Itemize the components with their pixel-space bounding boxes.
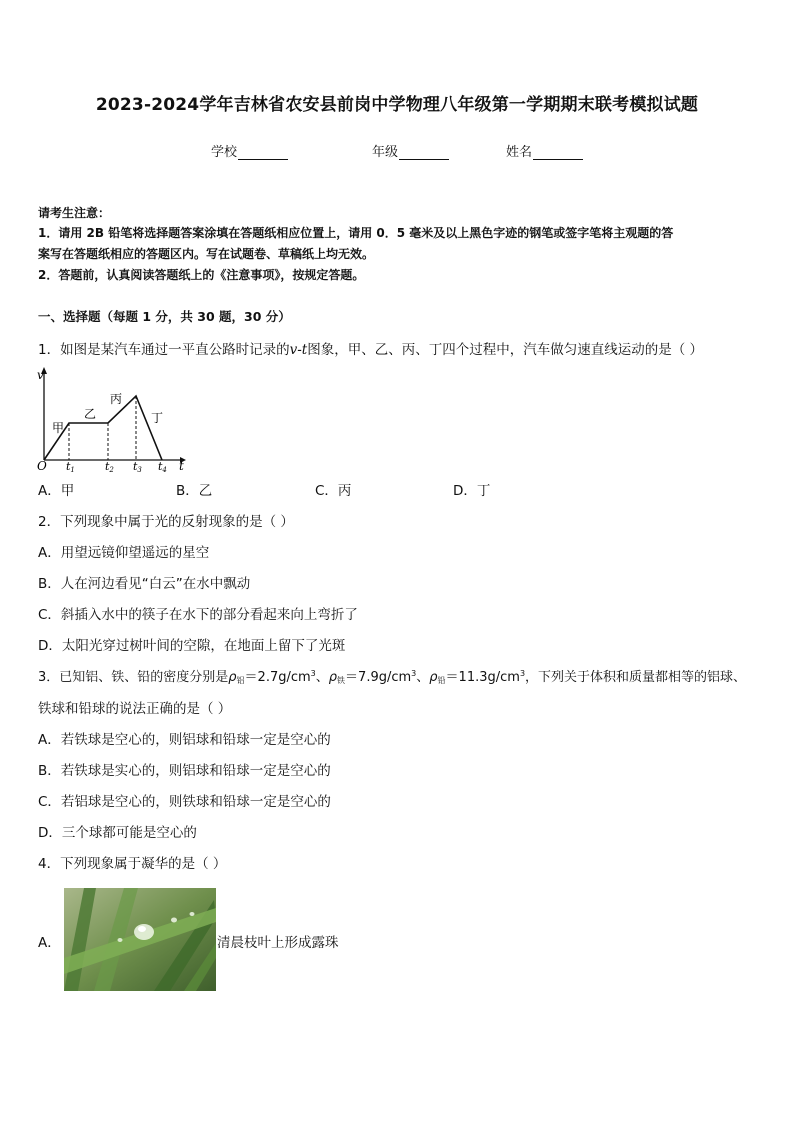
q3-stem-line1 [38,666,746,686]
rho-fe-value: ＝7.9g/cm [345,670,412,685]
q3-stem-line2: 铁球和铅球的说法正确的是（ ） [38,701,232,717]
section-heading: 一、选择题（每题 1 分，共 30 题，30 分） [38,309,291,324]
q3-option-c[interactable]: C．若铝球是空心的，则铁球和铅球一定是空心的 [38,794,331,810]
rho-pb-sub: 铅 [437,676,446,685]
sep-2: 、 [416,670,430,685]
q1-stem-part1: 1．如图是某汽车通过一平直公路时记录的 [38,342,290,358]
name-field [506,141,583,160]
q3-intro: 3．已知铝、铁、铅的密度分别是 [38,670,229,685]
notice-item1-line2: 案写在答题纸相应的答题区内。写在试题卷、草稿纸上均无效。 [38,247,375,261]
q4-stem: 4．下列现象属于凝华的是（ ） [38,856,227,872]
t4-label: t4 [158,460,167,474]
rho-al-sub: 铝 [236,676,245,685]
rho-al: ρ [228,670,237,685]
q1-vt: v-t [289,342,308,358]
seg-yi-label: 乙 [84,407,97,421]
q4-option-a-text[interactable]: 清晨枝叶上形成露珠 [217,935,339,951]
seg-ding-label: 丁 [151,411,164,425]
q3-stem-tail: ，下列关于体积和质量都相等的铝球、 [525,670,747,685]
q2-option-b[interactable]: B．人在河边看见“白云”在水中飘动 [38,576,251,592]
q1-stem-part2: 图象，甲、乙、丙、丁四个过程中，汽车做匀速直线运动的是（ ） [307,342,704,358]
q3-option-d[interactable]: D．三个球都可能是空心的 [38,825,197,841]
school-label: 学校 [211,145,238,160]
t1-label: t1 [66,460,75,474]
seg-bing-label: 丙 [110,392,123,406]
q2-option-a[interactable]: A．用望远镜仰望遥远的星空 [38,545,210,561]
vt-graph [34,362,190,474]
rho-fe-unit-exp: 3 [411,669,417,678]
q3-option-b[interactable]: B．若铁球是实心的，则铝球和铅球一定是空心的 [38,763,331,779]
school-field [211,141,288,160]
q1-option-b[interactable]: B．乙 [176,483,213,499]
seg-jia-label: 甲 [52,421,65,435]
q2-option-d[interactable]: D．太阳光穿过树叶间的空隙，在地面上留下了光斑 [38,638,346,654]
q2-stem: 2．下列现象中属于光的反射现象的是（ ） [38,514,294,530]
q1-stem [38,338,703,358]
notice-heading: 请考生注意： [38,206,111,220]
rho-al-unit-exp: 3 [310,669,316,678]
t2-label: t2 [105,460,114,474]
origin-label: O [37,459,47,473]
rho-pb: ρ [429,670,438,685]
q1-option-c[interactable]: C．丙 [315,483,352,499]
name-blank [533,145,583,160]
notice-item1-line1: 1．请用 2B 铅笔将选择题答案涂填在答题纸相应位置上，请用 0．5 毫米及以上黑色字迹的钢笔或签字笔将主观题的答 [38,226,674,240]
t3-label: t3 [133,460,142,474]
name-label: 姓名 [506,145,533,160]
q1-option-a[interactable]: A．甲 [38,483,75,499]
q2-option-c[interactable]: C．斜插入水中的筷子在水下的部分看起来向上弯折了 [38,607,358,623]
rho-pb-unit-exp: 3 [519,669,526,678]
exam-title: 2023-2024学年吉林省农安县前岗中学物理八年级第一学期期末联考模拟试题 [95,95,699,115]
dew-photo [64,888,216,991]
q3-option-a[interactable]: A．若铁球是空心的，则铝球和铅球一定是空心的 [38,732,331,748]
rho-al-value: ＝2.7g/cm [244,670,311,685]
school-blank [238,145,288,160]
rho-fe: ρ [328,670,338,685]
v-label: v [37,368,44,382]
q4-option-a-letter[interactable]: A． [38,935,61,951]
sep-1: 、 [315,670,329,685]
grade-label: 年级 [372,145,399,160]
q1-option-d[interactable]: D．丁 [453,483,491,499]
rho-fe-sub: 铁 [337,676,346,685]
t-label: t [179,459,184,473]
rho-pb-value: ＝11.3g/cm [445,670,520,685]
grade-field [372,141,449,160]
grade-blank [399,145,449,160]
notice-item2: 2．答题前，认真阅读答题纸上的《注意事项》，按规定答题。 [38,268,365,282]
